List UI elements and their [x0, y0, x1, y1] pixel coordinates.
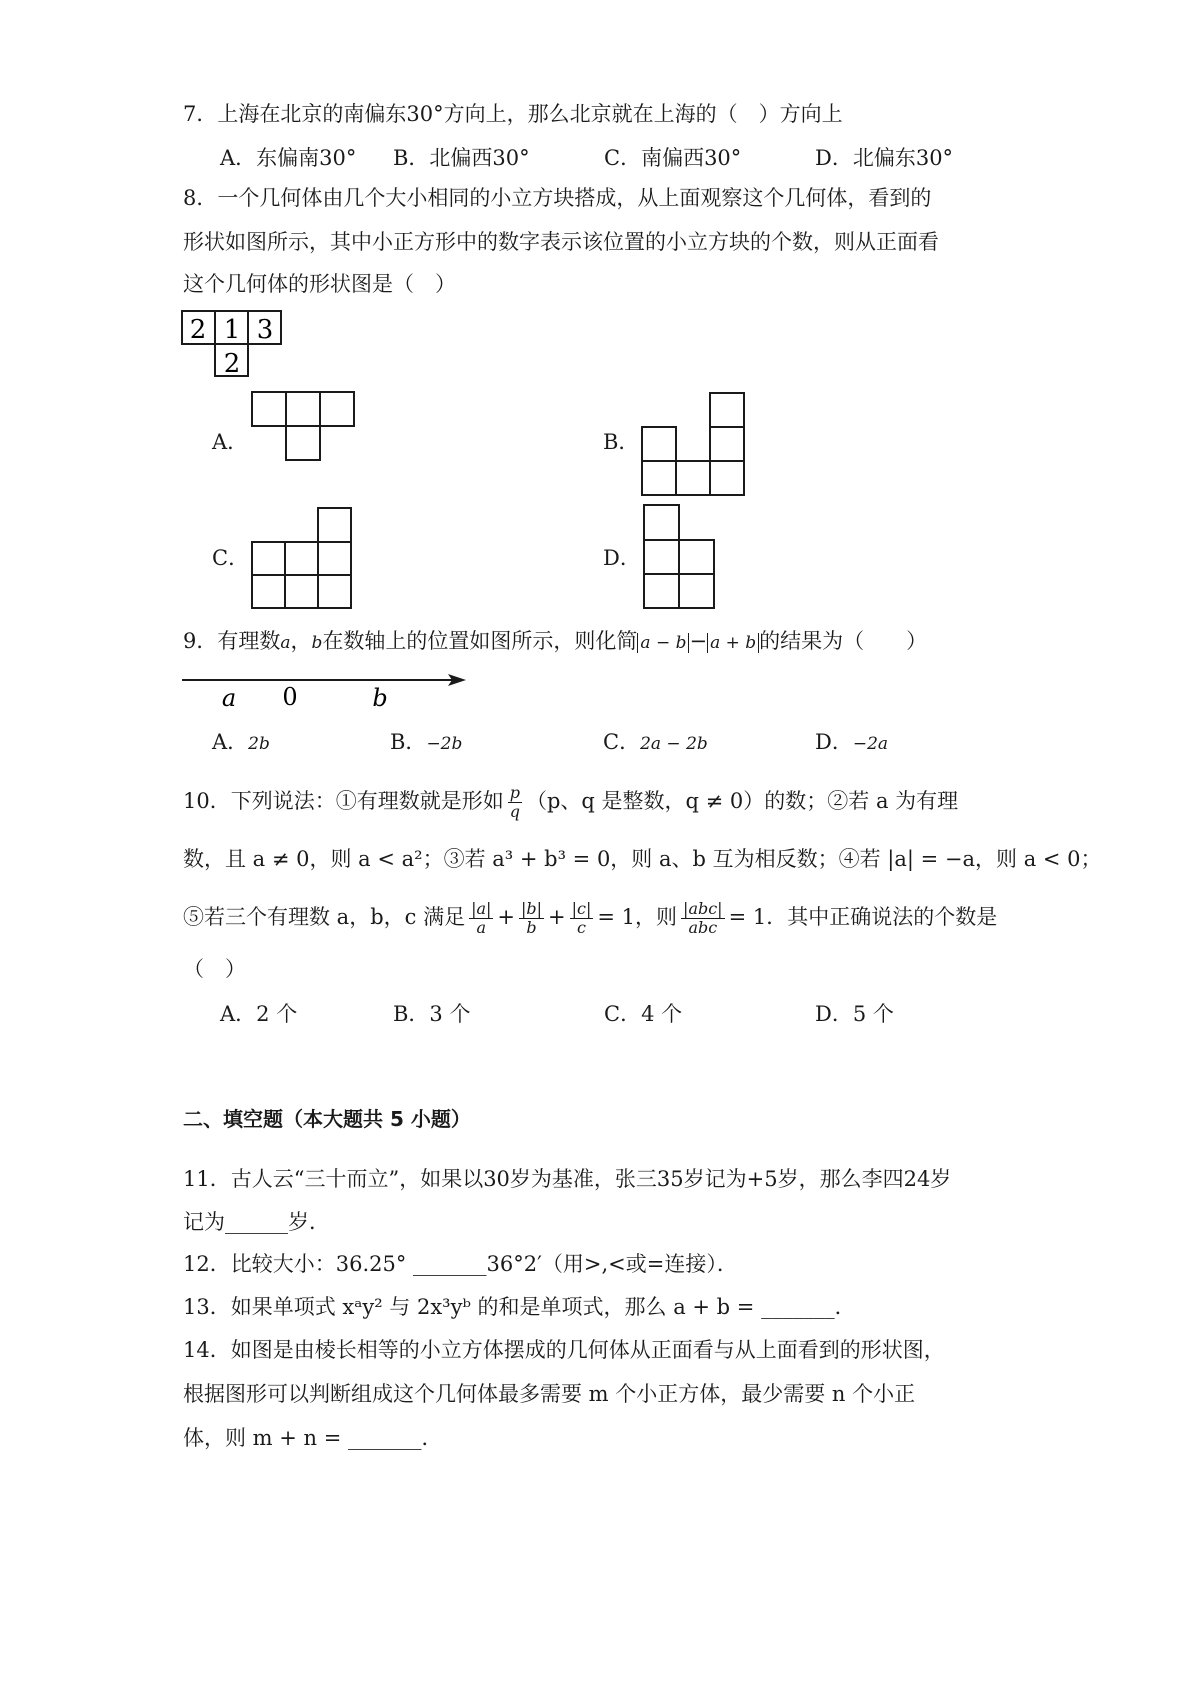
- q8-option-a-figure: [250, 390, 360, 465]
- q8-stem-line-3: 这个几何体的形状图是（ ）: [183, 272, 456, 296]
- q10-line-3: ⑤若三个有理数 a，b，c 满足 $\frac{|a|}{a}$ + $\frac{|b|}{b}$ + $\frac{|c|}{c}$ = 1，则 $\frac{\text{|abc|}}{\text{abc}}$ = 1．其中正确说法的个数是: [183, 899, 998, 937]
- q9-number-line: [180, 668, 470, 713]
- q8-stem-line-1: 8．一个几何体由几个大小相同的小立方块搭成，从上面观察这个几何体，看到的: [183, 186, 932, 210]
- q10-fraction-abs-abc: $\frac{\text{|abc|}}{\text{abc}}$: [683, 899, 723, 937]
- q10-option-b: B．3 个: [393, 1002, 471, 1026]
- number-line-label-a: a: [221, 684, 237, 712]
- q10-option-a: A．2 个: [220, 1002, 298, 1026]
- q8-option-b-label: B．: [603, 430, 640, 454]
- q10-fraction-abs-a: $\frac{|a|}{a}$: [471, 899, 492, 937]
- q14-line-3: 体，则 m + n = _______．: [183, 1426, 443, 1450]
- q7-option-d: D．北偏东30°: [815, 146, 954, 170]
- q10-line-1: 10．下列说法：①有理数就是形如 $\frac{p}{q}$ （p、q 是整数，q ≠ 0）的数；②若 a 为有理: [183, 783, 959, 821]
- q10-option-c: C．4 个: [604, 1002, 683, 1026]
- q8-top-view-cell: 3: [256, 315, 274, 345]
- q10-fraction-abs-c: $\frac{|c|}{c}$: [571, 899, 592, 937]
- q8-option-c-label: C．: [212, 546, 250, 570]
- q8-option-a-label: A．: [212, 430, 249, 454]
- q9-abs-expr-1: a − b: [637, 633, 689, 653]
- q8-top-view-figure: [180, 309, 290, 379]
- q14-line-1: 14．如图是由棱长相等的小立方体摆成的几何体从正面看与从上面看到的形状图，: [183, 1338, 945, 1362]
- q9-var-a: a: [280, 633, 291, 653]
- q8-stem-line-2: 形状如图所示，其中小正方形中的数字表示该位置的小立方块的个数，则从正面看: [183, 230, 939, 254]
- q8-option-d-figure: [642, 503, 722, 613]
- q9-var-b: b: [311, 633, 323, 653]
- q10-option-d: D．5 个: [815, 1002, 894, 1026]
- q10-line-2: 数，且 a ≠ 0，则 a < a²；③若 a³ + b³ = 0，则 a、b 互为相反数；④若 |a| = −a，则 a < 0；: [183, 847, 1102, 871]
- number-line-label-b: b: [372, 684, 388, 712]
- q10-fraction-p-over-q: $\frac{p}{q}$: [509, 783, 520, 821]
- q7-option-b: B．北偏西30°: [393, 146, 530, 170]
- q14-line-2: 根据图形可以判断组成这个几何体最多需要 m 个小正方体，最少需要 n 个小正: [183, 1382, 916, 1406]
- q8-option-b-figure: [640, 391, 750, 501]
- q11-line-2: 记为______岁．: [183, 1210, 330, 1234]
- section-2-title: 二、填空题（本大题共 5 小题）: [183, 1107, 471, 1131]
- q9-option-d: D．−2a: [815, 730, 889, 754]
- q7-option-c: C．南偏西30°: [604, 146, 742, 170]
- q9-option-c: C．2a − 2b: [603, 730, 708, 754]
- q8-top-view-cell: 2: [189, 315, 207, 345]
- q7-stem: 7．上海在北京的南偏东30°方向上，那么北京就在上海的（ ）方向上: [183, 102, 843, 126]
- q8-option-c-figure: [250, 506, 360, 616]
- q10-line-4: （ ）: [183, 957, 246, 981]
- q7-option-a: A．东偏南30°: [220, 146, 357, 170]
- q13-line: 13．如果单项式 xᵃy² 与 2x³yᵇ 的和是单项式，那么 a + b = _______．: [183, 1295, 856, 1319]
- q9-stem: 9．有理数a，b在数轴上的位置如图所示，则化简 a − b − a + b 的结果为（ ）: [183, 629, 928, 653]
- q11-line-1: 11．古人云“三十而立”，如果以30岁为基准，张三35岁记为+5岁，那么李四24岁: [183, 1167, 952, 1191]
- q12-line: 12．比较大小：36.25° _______36°2′（用>,<或=连接）．: [183, 1252, 738, 1276]
- q8-top-view-cell: 1: [223, 315, 241, 345]
- number-line-label-zero: 0: [282, 683, 298, 711]
- q9-abs-expr-2: a + b: [707, 633, 759, 653]
- q9-option-a: A．2b: [212, 730, 270, 754]
- q8-top-view-cell: 2: [223, 349, 241, 379]
- q8-option-d-label: D．: [603, 546, 641, 570]
- q9-option-b: B．−2b: [390, 730, 463, 754]
- q10-fraction-abs-b: $\frac{|b|}{b}$: [521, 899, 543, 937]
